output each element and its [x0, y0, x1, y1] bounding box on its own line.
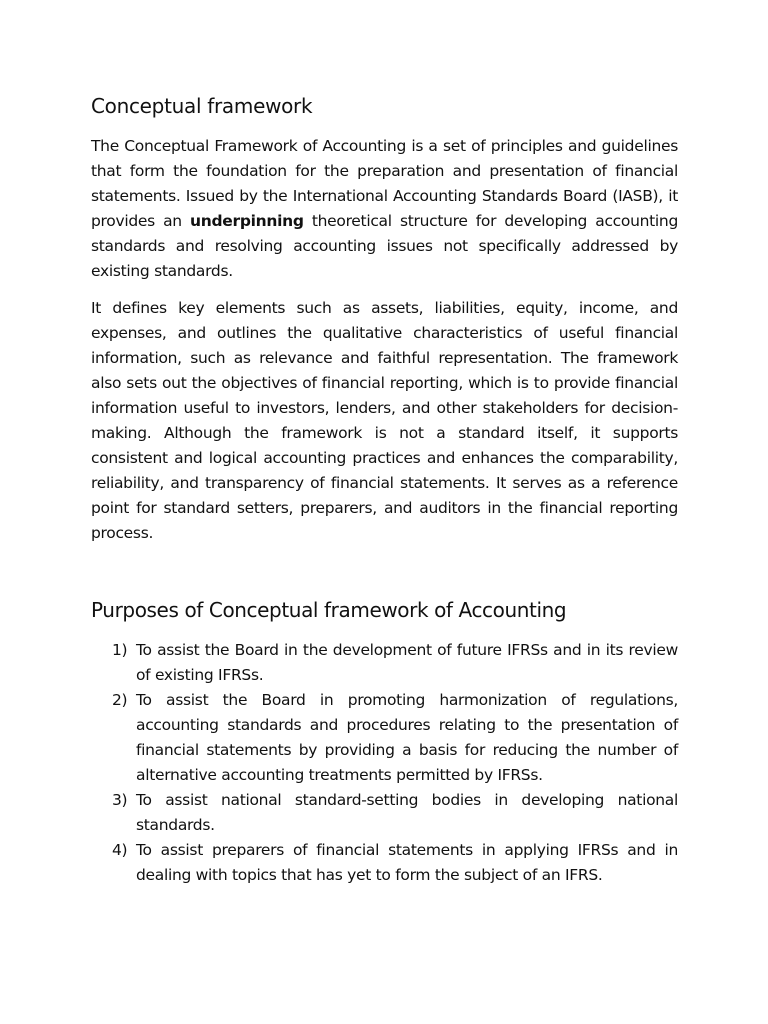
list-item-text: To assist national standard-setting bodies in developing national standards.	[136, 791, 678, 834]
list-item-number: 3)	[112, 791, 128, 809]
list-item-text: To assist the Board in the development of future IFRSs and in its review of existing IFRSs.	[136, 641, 678, 684]
intro-paragraph	[91, 134, 678, 284]
list-item-number: 2)	[112, 691, 128, 709]
list-item-number: 4)	[112, 841, 128, 859]
list-item	[112, 788, 678, 838]
purposes-list	[112, 638, 678, 888]
list-item-text: To assist preparers of financial statements in applying IFRSs and in dealing with topics that has yet to form the subject of an IFRS.	[136, 841, 678, 884]
list-item-number: 1)	[112, 641, 128, 659]
intro-text-start: The Conceptual Framework of Accounting is a set of principles and guidelines that form the foundation for the preparation and presentation of financial statements. Issued by the International Accounting Standards Board (IASB), it provides an	[91, 137, 678, 230]
list-item	[112, 688, 678, 788]
document-page	[91, 0, 678, 1024]
heading-conceptual-framework: Conceptual framework	[91, 94, 313, 118]
intro-text-end: theoretical structure for developing accounting standards and resolving accounting issues not specifically addressed by existing standards.	[91, 212, 678, 280]
intro-emphasis: underpinning	[190, 212, 304, 230]
list-item	[112, 838, 678, 888]
elements-paragraph: It defines key elements such as assets, liabilities, equity, income, and expenses, and outlines the qualitative characteristics of useful financial information, such as relevance and faithful representation. The framework also sets out the objectives of financial reporting, which is to provide financial information useful to investors, lenders, and other stakeholders for decision-making. Although the framework is not a standard itself, it supports consistent and logical accounting practices and enhances the comparability, reliability, and transparency of financial statements. It serves as a reference point for standard setters, preparers, and auditors in the financial reporting process.	[91, 299, 678, 542]
heading-purposes: Purposes of Conceptual framework of Accounting	[91, 598, 567, 622]
list-item	[112, 638, 678, 688]
list-item-text: To assist the Board in promoting harmonization of regulations, accounting standards and procedures relating to the presentation of financial statements by providing a basis for reducing the number of alternative accounting treatments permitted by IFRSs.	[136, 691, 678, 784]
